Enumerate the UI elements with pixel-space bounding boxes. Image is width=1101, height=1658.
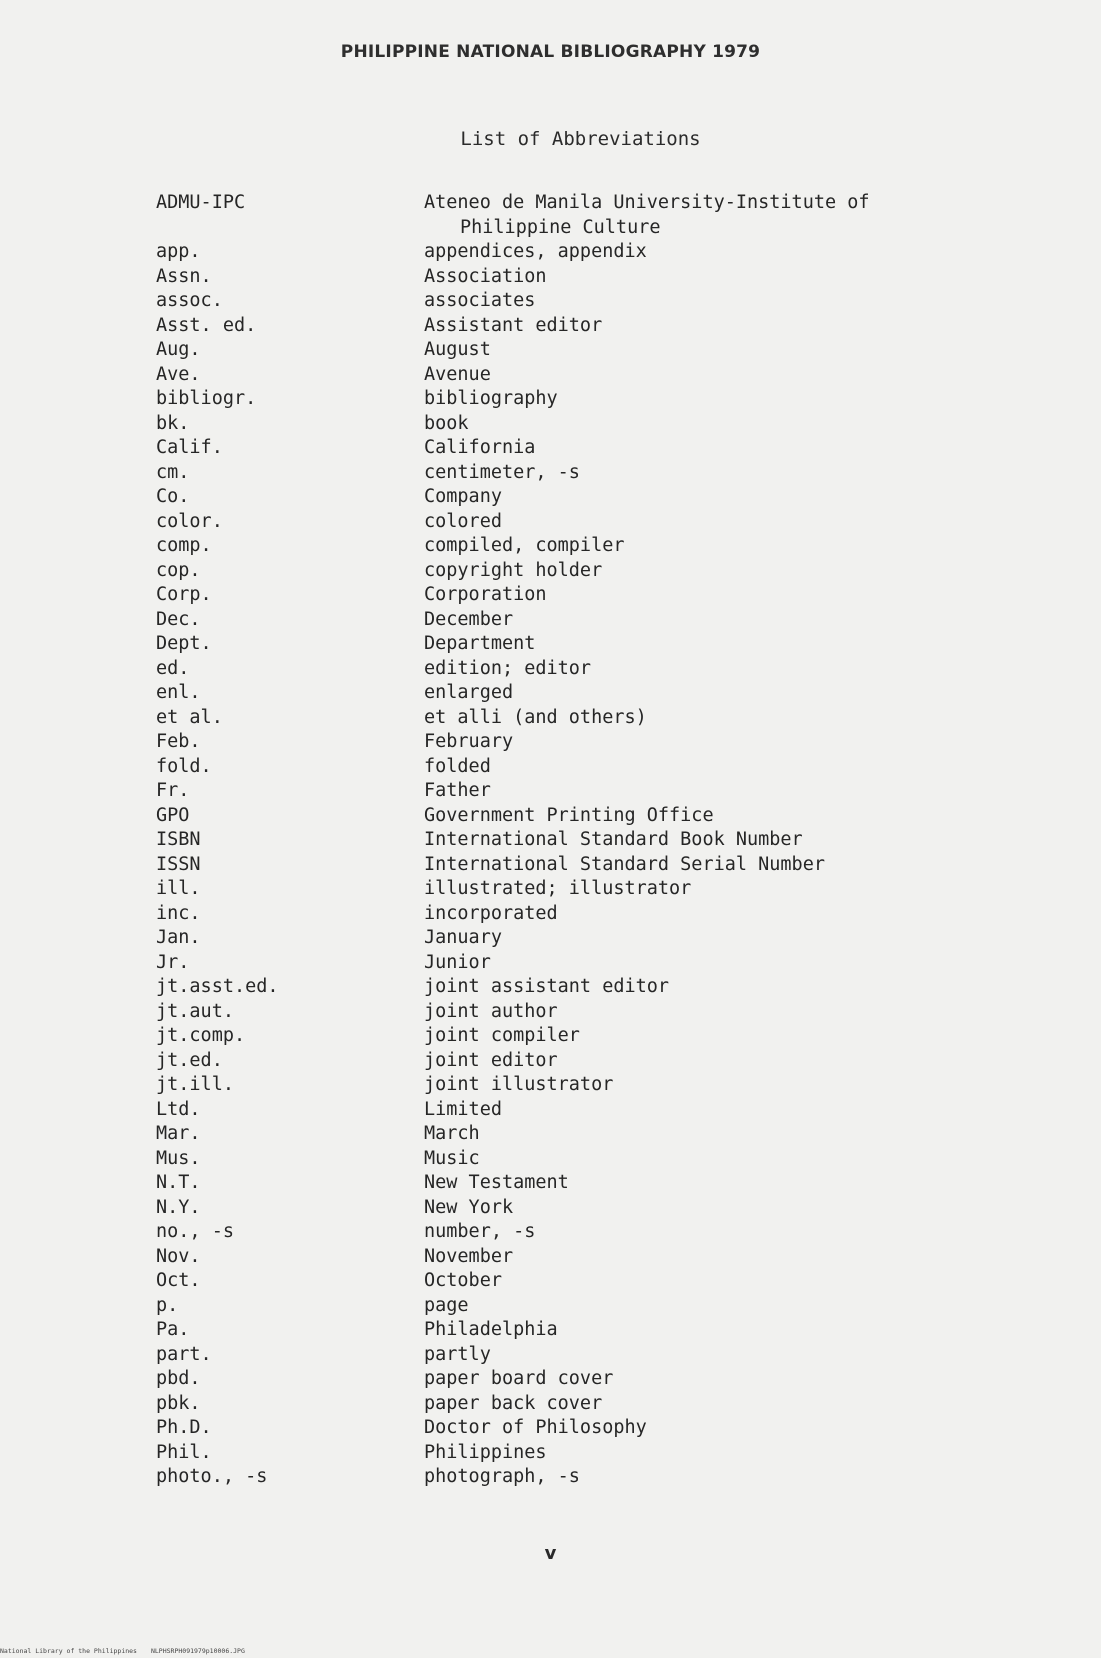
abbreviation-term: N.T.	[156, 1172, 201, 1193]
abbreviation-term: Mar.	[156, 1123, 201, 1144]
list-title: List of Abbreviations	[460, 128, 701, 150]
abbreviation-meaning-text: colored	[424, 510, 502, 532]
abbreviation-meaning	[424, 1171, 956, 1196]
abbreviation-meaning-text: joint editor	[424, 1049, 558, 1071]
abbreviation-meaning-text: Limited	[424, 1098, 502, 1120]
abbreviation-row	[156, 191, 956, 240]
abbreviation-meaning-text: folded	[424, 755, 491, 777]
abbreviation-meaning-text: International Standard Book Number	[424, 829, 803, 850]
abbreviation-row	[156, 338, 956, 363]
abbreviation-meaning-text: enlarged	[424, 682, 514, 703]
abbreviation-meaning	[424, 191, 956, 240]
abbreviation-meaning	[424, 289, 956, 314]
abbreviation-row	[156, 1416, 956, 1441]
abbreviation-term: ill.	[156, 878, 201, 899]
abbreviation-meaning-text: International Standard Serial Number	[424, 853, 825, 875]
abbreviation-meaning	[424, 828, 956, 853]
abbreviation-meaning-text: edition; editor	[424, 657, 592, 679]
abbreviation-meaning-text: joint compiler	[424, 1025, 580, 1046]
abbreviation-row	[156, 632, 956, 657]
abbreviation-term: p.	[156, 1294, 179, 1316]
abbreviation-term: Jan.	[156, 927, 201, 948]
abbreviation-meaning	[424, 583, 956, 608]
abbreviation-term: fold.	[156, 755, 212, 777]
abbreviation-term: ADMU-IPC	[156, 192, 246, 213]
abbreviation-meaning	[424, 657, 956, 682]
abbreviation-meaning	[424, 240, 956, 265]
abbreviation-term: assoc.	[156, 290, 223, 311]
abbreviation-row	[156, 485, 956, 510]
abbreviation-term: app.	[156, 241, 201, 262]
abbreviation-meaning	[424, 1441, 956, 1466]
abbreviation-meaning	[424, 975, 956, 1000]
abbreviation-meaning	[424, 1220, 956, 1245]
abbreviation-term: Fr.	[156, 780, 190, 801]
abbreviation-term: Dept.	[156, 633, 212, 654]
abbreviation-term: no., -s	[156, 1221, 234, 1242]
abbreviation-meaning-text: March	[424, 1123, 480, 1144]
abbreviation-meaning	[424, 1196, 956, 1221]
abbreviation-meaning	[424, 632, 956, 657]
abbreviation-meaning	[424, 510, 956, 535]
abbreviation-term: enl.	[156, 682, 201, 703]
abbreviation-meaning-text: Ateneo de Manila University-Institute of	[424, 192, 870, 213]
abbreviation-row	[156, 363, 956, 388]
abbreviation-row	[156, 510, 956, 535]
abbreviation-row	[156, 779, 956, 804]
abbreviation-term: ed.	[156, 657, 190, 679]
abbreviation-meaning-text: Avenue	[424, 363, 491, 385]
abbreviation-meaning-text: illustrated; illustrator	[424, 878, 692, 899]
abbreviation-meaning	[424, 1000, 956, 1025]
abbreviation-row	[156, 608, 956, 633]
abbreviation-meaning-text: Assistant editor	[424, 314, 603, 336]
abbreviation-row	[156, 1245, 956, 1270]
abbreviation-meaning-text: centimeter, -s	[424, 461, 580, 483]
abbreviation-meaning-text: copyright holder	[424, 559, 603, 581]
abbreviation-term: inc.	[156, 902, 201, 924]
abbreviation-meaning-text: New Testament	[424, 1172, 569, 1193]
abbreviation-term: pbk.	[156, 1392, 201, 1414]
abbreviation-meaning	[424, 1122, 956, 1147]
abbreviation-meaning	[424, 314, 956, 339]
abbreviation-row	[156, 804, 956, 829]
abbreviation-term: cm.	[156, 461, 190, 483]
abbreviation-meaning-text: joint illustrator	[424, 1074, 614, 1095]
abbreviation-meaning	[424, 926, 956, 951]
abbreviation-term: Ave.	[156, 363, 201, 385]
abbreviation-meaning-text: et alli (and others)	[424, 706, 647, 728]
abbreviation-term: Feb.	[156, 731, 201, 752]
abbreviation-term: Jr.	[156, 951, 190, 973]
abbreviation-list	[156, 191, 956, 1490]
abbreviation-meaning-text: paper back cover	[424, 1392, 603, 1414]
abbreviation-row	[156, 559, 956, 584]
library-credit: National Library of the Philippines	[0, 1647, 137, 1655]
abbreviation-meaning	[424, 681, 956, 706]
abbreviation-row	[156, 1441, 956, 1466]
abbreviation-meaning	[424, 1024, 956, 1049]
abbreviation-meaning	[424, 1049, 956, 1074]
abbreviation-meaning	[424, 730, 956, 755]
abbreviation-meaning-text: Music	[424, 1147, 480, 1169]
abbreviation-meaning	[424, 1318, 956, 1343]
abbreviation-meaning	[424, 1098, 956, 1123]
abbreviation-meaning	[424, 1245, 956, 1270]
abbreviation-meaning	[424, 436, 956, 461]
page-number: v	[544, 1543, 557, 1564]
abbreviation-row	[156, 314, 956, 339]
abbreviation-meaning	[424, 534, 956, 559]
abbreviation-term: Mus.	[156, 1147, 201, 1169]
abbreviation-term: Aug.	[156, 339, 201, 360]
abbreviation-row	[156, 1220, 956, 1245]
abbreviation-meaning	[424, 877, 956, 902]
abbreviation-term: Dec.	[156, 608, 201, 630]
abbreviation-meaning	[424, 1294, 956, 1319]
running-header: PHILIPPINE NATIONAL BIBLIOGRAPHY 1979	[340, 42, 761, 62]
abbreviation-row	[156, 1196, 956, 1221]
abbreviation-meaning	[424, 1465, 956, 1490]
abbreviation-row	[156, 1294, 956, 1319]
image-filename: NLPHSRPH091979p10006.JPG	[150, 1647, 245, 1655]
abbreviation-term: Ltd.	[156, 1098, 201, 1120]
abbreviation-meaning-text: Department	[424, 633, 536, 654]
abbreviation-term: Assn.	[156, 265, 212, 287]
abbreviation-meaning	[424, 1269, 956, 1294]
abbreviation-meaning	[424, 461, 956, 486]
abbreviation-meaning-text: December	[424, 608, 514, 630]
abbreviation-meaning-text: August	[424, 339, 491, 360]
abbreviation-row	[156, 1122, 956, 1147]
abbreviation-row	[156, 1000, 956, 1025]
abbreviation-row	[156, 461, 956, 486]
abbreviation-meaning	[424, 779, 956, 804]
abbreviation-term: bk.	[156, 412, 190, 434]
abbreviation-meaning	[424, 387, 956, 412]
abbreviation-row	[156, 975, 956, 1000]
abbreviation-row	[156, 828, 956, 853]
abbreviation-row	[156, 1073, 956, 1098]
abbreviation-row	[156, 1171, 956, 1196]
abbreviation-meaning-text: number, -s	[424, 1221, 536, 1242]
abbreviation-row	[156, 583, 956, 608]
abbreviation-meaning-text: associates	[424, 290, 536, 311]
abbreviation-meaning-text: November	[424, 1245, 514, 1267]
abbreviation-meaning	[424, 951, 956, 976]
abbreviation-meaning-text: Philadelphia	[424, 1319, 558, 1340]
abbreviation-term: Corp.	[156, 584, 212, 605]
abbreviation-row	[156, 877, 956, 902]
abbreviation-term: jt.aut.	[156, 1000, 234, 1022]
abbreviation-meaning	[424, 1416, 956, 1441]
abbreviation-row	[156, 387, 956, 412]
abbreviation-meaning	[424, 706, 956, 731]
abbreviation-row	[156, 1343, 956, 1368]
scan-credit	[0, 1647, 245, 1655]
abbreviation-row	[156, 1392, 956, 1417]
abbreviation-row	[156, 1024, 956, 1049]
abbreviation-row	[156, 926, 956, 951]
abbreviation-meaning	[424, 559, 956, 584]
abbreviation-term: Nov.	[156, 1245, 201, 1267]
abbreviation-meaning-text: book	[424, 412, 469, 434]
abbreviation-row	[156, 755, 956, 780]
abbreviation-row	[156, 412, 956, 437]
abbreviation-term: jt.asst.ed.	[156, 976, 279, 997]
abbreviation-meaning	[424, 265, 956, 290]
abbreviation-row	[156, 853, 956, 878]
abbreviation-meaning-text: compiled, compiler	[424, 535, 625, 556]
abbreviation-term: et al.	[156, 706, 223, 728]
abbreviation-meaning	[424, 1392, 956, 1417]
abbreviation-meaning-text: joint author	[424, 1000, 558, 1022]
abbreviation-meaning	[424, 902, 956, 927]
abbreviation-meaning-text: Doctor of Philosophy	[424, 1417, 647, 1438]
abbreviation-row	[156, 1147, 956, 1172]
abbreviation-meaning	[424, 1147, 956, 1172]
abbreviation-meaning-text: Government Printing Office	[424, 804, 714, 826]
abbreviation-row	[156, 1098, 956, 1123]
abbreviation-meaning	[424, 1073, 956, 1098]
abbreviation-meaning	[424, 608, 956, 633]
abbreviation-term: Asst. ed.	[156, 314, 257, 336]
abbreviation-meaning-text: October	[424, 1270, 502, 1291]
abbreviation-meaning-text: Philippines	[424, 1441, 547, 1463]
abbreviation-row	[156, 265, 956, 290]
abbreviation-term: cop.	[156, 559, 201, 581]
abbreviation-row	[156, 289, 956, 314]
abbreviation-meaning-text: paper board cover	[424, 1368, 614, 1389]
abbreviation-term: part.	[156, 1343, 212, 1365]
abbreviation-term: jt.ed.	[156, 1049, 223, 1071]
abbreviation-meaning-text: Father	[424, 780, 491, 801]
abbreviation-meaning	[424, 412, 956, 437]
abbreviation-meaning-text: photograph, -s	[424, 1466, 580, 1487]
abbreviation-row	[156, 657, 956, 682]
abbreviation-meaning-text: page	[424, 1294, 469, 1316]
abbreviation-term: bibliogr.	[156, 388, 257, 409]
abbreviation-row	[156, 1465, 956, 1490]
abbreviation-row	[156, 1049, 956, 1074]
abbreviation-meaning	[424, 804, 956, 829]
abbreviation-term: pbd.	[156, 1368, 201, 1389]
abbreviation-row	[156, 730, 956, 755]
abbreviation-row	[156, 951, 956, 976]
abbreviation-row	[156, 436, 956, 461]
abbreviation-meaning-text: California	[424, 437, 536, 458]
abbreviation-meaning	[424, 1343, 956, 1368]
abbreviation-term: photo., -s	[156, 1466, 268, 1487]
abbreviation-row	[156, 1318, 956, 1343]
abbreviation-meaning	[424, 363, 956, 388]
abbreviation-meaning-text: incorporated	[424, 902, 558, 924]
abbreviation-meaning-text: February	[424, 731, 514, 752]
abbreviation-term: Ph.D.	[156, 1417, 212, 1438]
abbreviation-term: Phil.	[156, 1441, 212, 1463]
abbreviation-term: ISBN	[156, 829, 201, 850]
abbreviation-meaning-continuation: Philippine Culture	[460, 216, 661, 238]
abbreviation-row	[156, 902, 956, 927]
abbreviation-meaning	[424, 755, 956, 780]
abbreviation-meaning-text: partly	[424, 1343, 491, 1365]
abbreviation-term: ISSN	[156, 853, 201, 875]
abbreviation-meaning-text: Junior	[424, 951, 491, 973]
abbreviation-meaning	[424, 338, 956, 363]
abbreviation-term: Calif.	[156, 437, 223, 458]
abbreviation-row	[156, 706, 956, 731]
abbreviation-row	[156, 1269, 956, 1294]
abbreviation-term: color.	[156, 510, 223, 532]
abbreviation-meaning-text: appendices, appendix	[424, 241, 647, 262]
abbreviation-row	[156, 681, 956, 706]
abbreviation-term: N.Y.	[156, 1196, 201, 1218]
abbreviation-meaning-text: New York	[424, 1196, 514, 1218]
abbreviation-meaning	[424, 853, 956, 878]
abbreviation-term: GPO	[156, 804, 190, 826]
abbreviation-meaning	[424, 485, 956, 510]
abbreviation-row	[156, 240, 956, 265]
abbreviation-meaning-text: January	[424, 927, 502, 948]
abbreviation-term: Pa.	[156, 1319, 190, 1340]
abbreviation-meaning-text: Association	[424, 265, 547, 287]
abbreviation-term: jt.comp.	[156, 1025, 246, 1046]
abbreviation-row	[156, 1367, 956, 1392]
abbreviation-meaning	[424, 1367, 956, 1392]
abbreviation-term: Co.	[156, 486, 190, 507]
abbreviation-term: comp.	[156, 535, 212, 556]
abbreviation-meaning-text: joint assistant editor	[424, 976, 670, 997]
abbreviation-term: jt.ill.	[156, 1074, 234, 1095]
abbreviation-meaning-text: Corporation	[424, 584, 547, 605]
abbreviation-meaning-text: Company	[424, 486, 502, 507]
abbreviation-meaning-text: bibliography	[424, 388, 558, 409]
abbreviation-row	[156, 534, 956, 559]
abbreviation-term: Oct.	[156, 1270, 201, 1291]
